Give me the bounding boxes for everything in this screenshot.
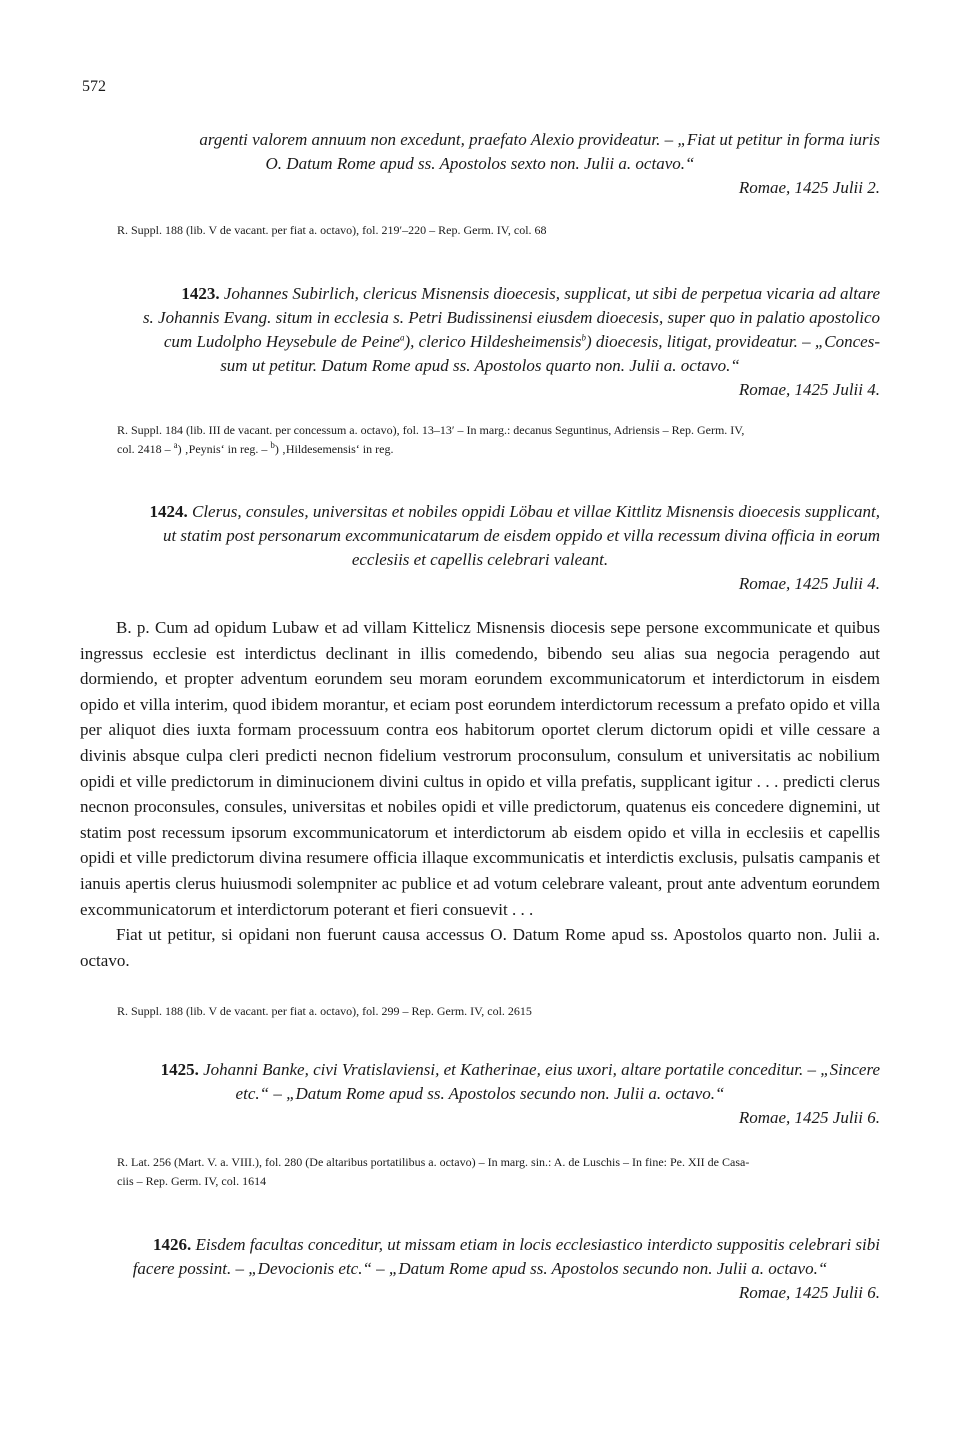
entry-number: 1423.	[181, 284, 220, 303]
body-paragraph: Fiat ut petitur, si opidani non fuerunt causa accessus O. Datum Rome apud ss. Apostolos quarto non. Julii a. octavo.	[80, 925, 880, 970]
entry-1426	[80, 1233, 880, 1305]
entry-line: Johanni Banke, civi Vratislaviensi, et Katherinae, eius uxori, altare portatile conceditur. – „Sincere	[198, 1060, 880, 1079]
footnote-marker: b	[581, 332, 586, 343]
entry-line	[80, 330, 880, 354]
entry-reference	[117, 1153, 880, 1191]
page-number: 572	[82, 78, 106, 95]
entry-1424	[80, 500, 880, 596]
entry-line: sum ut petitur. Datum Rome apud ss. Apostolos quarto non. Julii a. octavo.“	[220, 356, 740, 375]
entry-heading	[80, 282, 880, 306]
entry-date: Romae, 1425 Julii 2.	[738, 178, 880, 197]
entry-line: etc.“ – „Datum Rome apud ss. Apostolos secundo non. Julii a. octavo.“	[235, 1084, 725, 1103]
reference-line: col. 2418 – $^a$) ‚Peynis‘ in reg. – $^b$) ‚Hildesemensis‘ in reg.	[117, 440, 394, 456]
footnote-marker: a	[399, 332, 405, 343]
body-paragraph: B. p. Cum ad opidum Lubaw et ad villam Kittelicz Misnensis diocesis sepe persone excommunicate et quibus ingressus ecclesie est interdictus declinant in illis comedendo, bibendo seu alias sua negocia peragendo aut dormiendo, et propter adventum eorundem seu moram eorundem excommunicatorum et interdictorum in eisdem opido et villa interim, quod ibidem morantur, et eciam post eorundem interdictorum recessum a prefato opido et villa per aliquot dies iuxta formam processuum contra eos habitorum oportet clerum dictorum opidi et ville cessare a divinis absque culpa cleri predicti necnon fidelium vestrorum proconsulum, consulum et universitatis ac nobilium opidi et ville predictorum in diminucionem divini cultus in opido et villa prefatis, supplicant igitur . . . predicti clerus necnon proconsules, consules, universitas et nobiles opidi et ville predictorum, quatenus eis concedere dignemini, ut statim post recessum ipsorum excommunicatorum et interdictorum ab eisdem opido et villa in ecclesiis et capellis opidi et ville predictorum divina resumere officia illaque excommunicatis et interdictis exclusis, pulsatis campanis et ianuis apertis clerus huiusmodi solempniter ac publice et ad votum celebrare valeant, prout ante adventum eorundem excommunicatorum et interdictorum poterant et fieri consuevit . . .	[80, 618, 880, 919]
entry-heading	[80, 500, 880, 524]
entry-number: 1424.	[149, 502, 188, 521]
entry-continuation	[80, 128, 880, 200]
entry-text: ) dioecesis, litigat, provideatur. – „Conces-	[585, 332, 880, 351]
reference-line: R. Suppl. 184 (lib. III de vacant. per concessum a. octavo), fol. 13–13′ – In marg.: decanus Seguntinus, Adriensis – Rep. Germ. IV,	[117, 423, 745, 437]
entry-heading	[80, 1058, 880, 1082]
entry-line: Johannes Subirlich, clericus Misnensis dioecesis, supplicat, ut sibi de perpetua vicaria ad altare	[219, 284, 880, 303]
entry-reference: R. Suppl. 188 (lib. V de vacant. per fiat a. octavo), fol. 219′–220 – Rep. Germ. IV, col. 68	[117, 223, 547, 237]
entry-line: ecclesiis et capellis celebrari valeant.	[351, 550, 609, 569]
entry-reference	[117, 421, 880, 459]
entry-line: ut statim post personarum excommunicatarum de eisdem oppido et villa recessum divina officia in eorum	[162, 526, 880, 545]
entry-text: cum Ludolpho Heysebule de Peine	[163, 332, 400, 351]
entry-line: Clerus, consules, universitas et nobiles oppidi Löbau et villae Kittlitz Misnensis dioecesis supplicant,	[187, 502, 880, 521]
entry-date: Romae, 1425 Julii 4.	[738, 380, 880, 399]
entry-heading	[80, 1233, 880, 1257]
entry-1425	[80, 1058, 880, 1130]
entry-1423	[80, 282, 880, 402]
entry-line: Eisdem facultas conceditur, ut missam etiam in locis ecclesiastico interdicto suppositis celebrari sibi	[191, 1235, 880, 1254]
reference-line: R. Lat. 256 (Mart. V. a. VIII.), fol. 280 (De altaribus portatilibus a. octavo) – In marg. sin.: A. de Luschis – In fine: Pe. XII de Casa-	[117, 1155, 750, 1169]
entry-date: Romae, 1425 Julii 6.	[738, 1108, 880, 1127]
entry-date: Romae, 1425 Julii 6.	[738, 1283, 880, 1302]
entry-line: argenti valorem annuum non excedunt, praefato Alexio provideatur. – „Fiat ut petitur in forma iuris	[199, 130, 880, 149]
entry-date: Romae, 1425 Julii 4.	[738, 574, 880, 593]
entry-line: s. Johannis Evang. situm in ecclesia s. Petri Budissinensi eiusdem dioecesis, super quo in palatio apostolico	[142, 308, 880, 327]
entry-line: facere possint. – „Devocionis etc.“ – „Datum Rome apud ss. Apostolos secundo non. Julii a. octavo.“	[132, 1259, 828, 1278]
entry-number: 1425.	[160, 1060, 199, 1079]
entry-text: ), clerico Hildesheimensis	[404, 332, 582, 351]
reference-line: ciis – Rep. Germ. IV, col. 1614	[117, 1174, 267, 1188]
entry-number: 1426.	[153, 1235, 192, 1254]
entry-line: O. Datum Rome apud ss. Apostolos sexto non. Julii a. octavo.“	[265, 154, 695, 173]
entry-reference: R. Suppl. 188 (lib. V de vacant. per fiat a. octavo), fol. 299 – Rep. Germ. IV, col. 2615	[117, 1004, 532, 1018]
entry-1424-body	[80, 615, 880, 973]
